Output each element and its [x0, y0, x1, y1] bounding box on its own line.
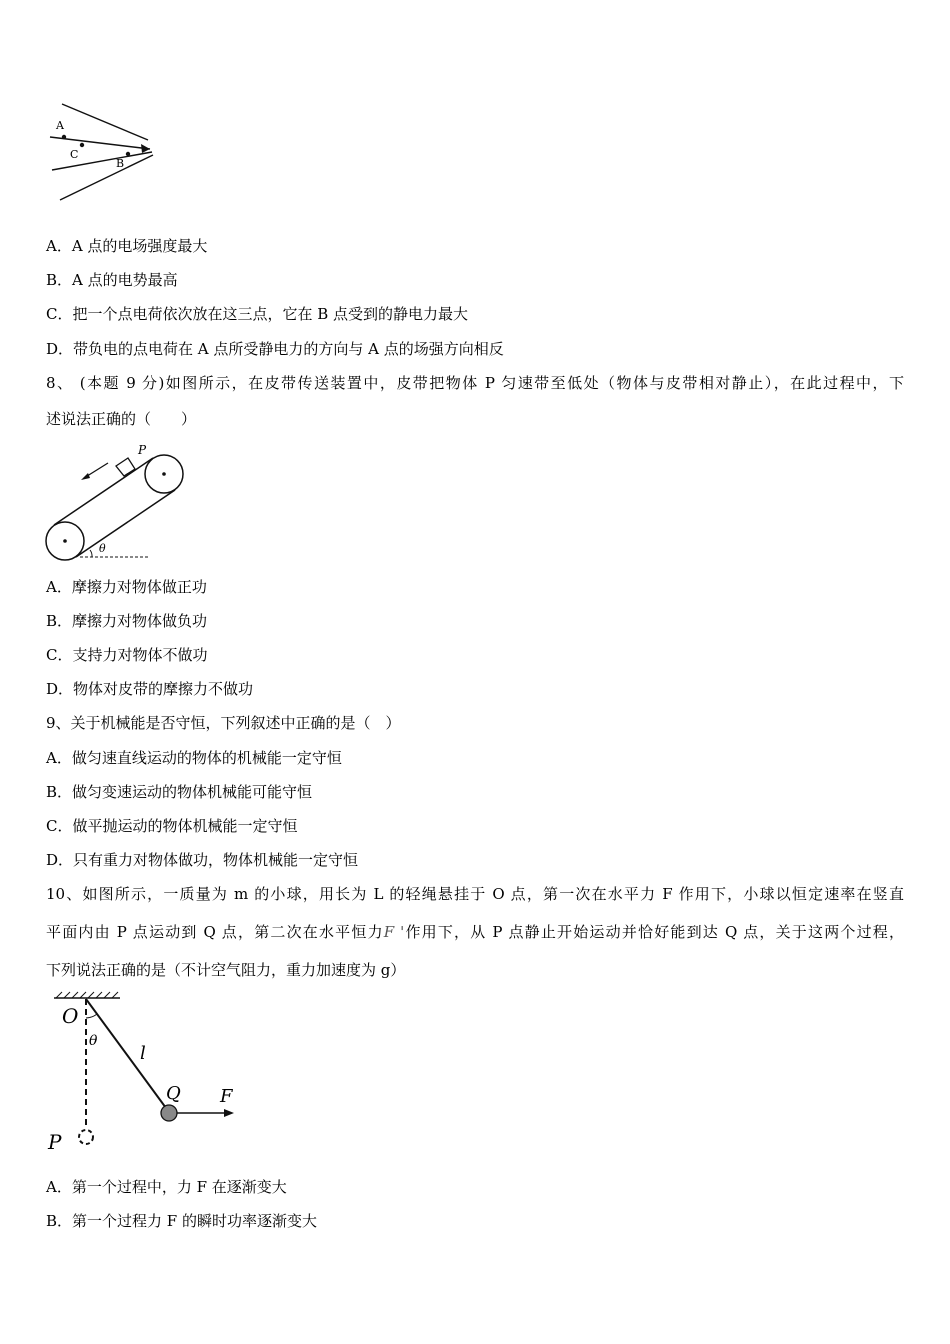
q8-option-c: C．支持力对物体不做功	[46, 646, 208, 664]
q10-option-b: B．第一个过程力 F 的瞬时功率逐渐变大	[46, 1212, 317, 1230]
field-line-3	[52, 152, 152, 170]
q7-option-a: A．A 点的电场强度最大	[46, 237, 208, 255]
q9-option-b: B．做匀变速运动的物体机械能可能守恒	[46, 783, 313, 801]
q9-option-c: C．做平抛运动的物体机械能一定守恒	[46, 817, 298, 835]
label-a: A	[56, 119, 64, 132]
q8-option-d: D．物体对皮带的摩擦力不做功	[46, 680, 254, 698]
label-b: B	[116, 157, 125, 170]
q10-stem-line3: 下列说法正确的是（不计空气阻力，重力加速度为 g）	[46, 961, 406, 979]
label-f: F	[220, 1086, 233, 1107]
motion-arrow-icon	[81, 473, 90, 480]
field-line-4	[60, 155, 153, 200]
rope	[86, 999, 166, 1108]
point-c	[80, 143, 84, 147]
q9-stem: 9、关于机械能是否守恒，下列叙述中正确的是（ ）	[46, 714, 401, 732]
q7-option-c: C．把一个点电荷依次放在这三点，它在 B 点受到的静电力最大	[46, 305, 469, 323]
theta-arc	[90, 550, 92, 557]
q9-option-a: A．做匀速直线运动的物体的机械能一定守恒	[46, 749, 342, 767]
pendulum-diagram	[44, 990, 244, 1150]
q8-option-a: A．摩擦力对物体做正功	[46, 578, 207, 596]
q10-stem-line2-part1: 平面内由 P 点运动到 Q 点，第二次在水平恒力	[46, 923, 384, 941]
ball-p-dashed	[79, 1130, 93, 1144]
ceiling-hatch	[56, 992, 118, 998]
force-arrow-icon	[224, 1109, 234, 1117]
point-a	[62, 135, 66, 139]
label-l: l	[140, 1043, 146, 1064]
label-p: P	[138, 443, 147, 457]
q10-stem-line2	[46, 922, 904, 942]
theta-arc	[86, 1014, 97, 1018]
field-lines-diagram	[46, 98, 166, 206]
label-q: Q	[166, 1083, 181, 1104]
q8-stem-line2: 述说法正确的（ ）	[46, 410, 197, 428]
q7-option-d: D．带负电的点电荷在 A 点所受静电力的方向与 A 点的场强方向相反	[46, 340, 504, 358]
q10-stem-line2-part2: 作用下，从 P 点静止开始运动并恰好能到达 Q 点，关于这两个过程，	[404, 923, 904, 941]
upper-pulley-axle	[162, 472, 166, 476]
force-f-prime: F '	[383, 923, 405, 941]
q8-option-b: B．摩擦力对物体做负功	[46, 612, 208, 630]
lower-pulley-axle	[63, 539, 67, 543]
arrow-head-icon	[141, 144, 150, 153]
label-theta: θ	[89, 1033, 98, 1049]
field-line-1	[62, 104, 148, 140]
electric-field-figure	[46, 98, 166, 206]
label-p: P	[48, 1130, 62, 1150]
q7-option-b: B．A 点的电势最高	[46, 271, 178, 289]
q8-stem-line1: 8、 (本题 9 分)如图所示，在皮带传送装置中，皮带把物体 P 匀速带至低处（物体与皮带相对静止），在此过程中，下	[46, 374, 904, 392]
block-p	[116, 458, 135, 476]
point-b	[126, 152, 130, 156]
ball-q	[161, 1105, 177, 1121]
label-o: O	[62, 1004, 79, 1028]
conveyor-figure	[44, 437, 194, 565]
q10-option-a: A．第一个过程中，力 F 在逐渐变大	[46, 1178, 287, 1196]
label-c: C	[70, 148, 79, 161]
q10-stem-line1: 10、如图所示，一质量为 m 的小球，用长为 L 的轻绳悬挂于 O 点，第一次在水平力 F 作用下，小球以恒定速率在竖直	[46, 885, 904, 903]
q9-option-d: D．只有重力对物体做功，物体机械能一定守恒	[46, 851, 359, 869]
label-theta: θ	[99, 542, 106, 555]
conveyor-diagram	[44, 437, 194, 565]
pendulum-figure	[44, 990, 244, 1150]
